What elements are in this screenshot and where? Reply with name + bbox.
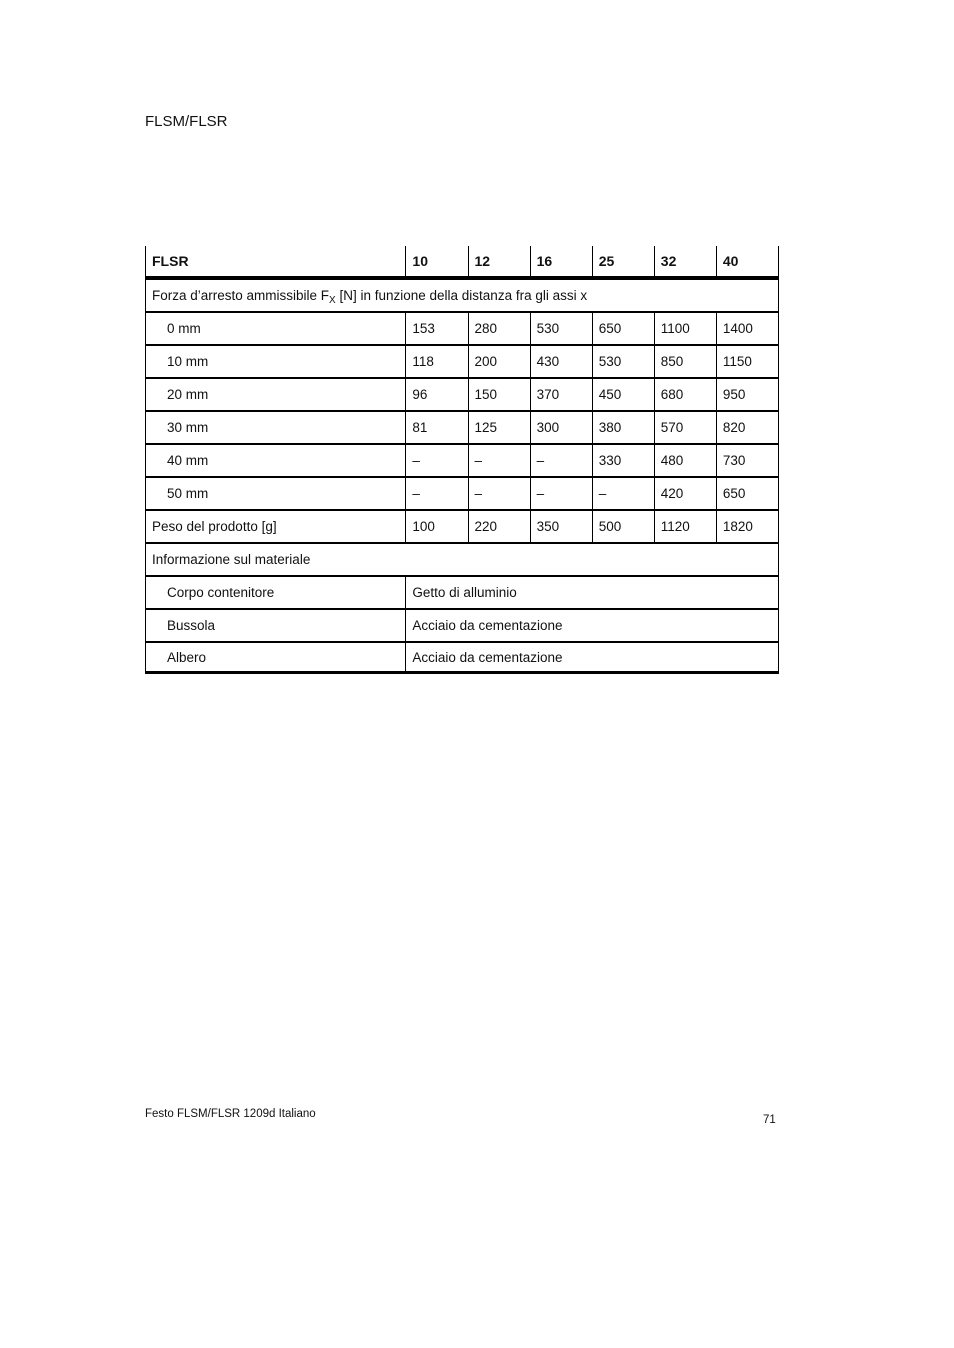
row-label: 30 mm <box>146 411 406 444</box>
row-label: Corpo contenitore <box>146 576 406 609</box>
section-row-force <box>146 278 779 312</box>
table-row <box>146 378 779 411</box>
weight-row <box>146 510 779 543</box>
force-label-suffix: [N] in funzione della distanza fra gli assi x <box>335 288 588 303</box>
row-label: Bussola <box>146 609 406 642</box>
header-cell-product: FLSR <box>146 246 406 278</box>
section-label-force <box>146 278 779 312</box>
table-cell: 220 <box>468 510 530 543</box>
force-label-subscript: X <box>329 295 336 306</box>
table-cell: 153 <box>406 312 468 345</box>
row-label: 50 mm <box>146 477 406 510</box>
header-cell-size: 16 <box>530 246 592 278</box>
table-cell: 280 <box>468 312 530 345</box>
table-cell: 1150 <box>716 345 778 378</box>
table-cell: – <box>592 477 654 510</box>
table-cell: 150 <box>468 378 530 411</box>
table-cell: 450 <box>592 378 654 411</box>
header-cell-size: 10 <box>406 246 468 278</box>
table-cell: 350 <box>530 510 592 543</box>
table-cell: 1820 <box>716 510 778 543</box>
footer-document-id: Festo FLSM/FLSR 1209d Italiano <box>145 1108 316 1120</box>
section-row-material <box>146 543 779 576</box>
material-value: Acciaio da cementazione <box>406 609 779 642</box>
table-cell: 530 <box>530 312 592 345</box>
table-cell: 330 <box>592 444 654 477</box>
table-cell: 650 <box>716 477 778 510</box>
table-cell: 300 <box>530 411 592 444</box>
table-cell: 125 <box>468 411 530 444</box>
table-cell: 100 <box>406 510 468 543</box>
table-cell: – <box>530 444 592 477</box>
spec-table <box>145 246 779 674</box>
table-cell: 118 <box>406 345 468 378</box>
table-cell: 680 <box>654 378 716 411</box>
header-cell-size: 25 <box>592 246 654 278</box>
table-cell: 530 <box>592 345 654 378</box>
table-cell: – <box>468 444 530 477</box>
table-cell: 96 <box>406 378 468 411</box>
row-label: 40 mm <box>146 444 406 477</box>
table-cell: 730 <box>716 444 778 477</box>
table-cell: 820 <box>716 411 778 444</box>
table-cell: 500 <box>592 510 654 543</box>
table-cell: 370 <box>530 378 592 411</box>
row-label: Peso del prodotto [g] <box>146 510 406 543</box>
header-cell-size: 40 <box>716 246 778 278</box>
table-cell: 1120 <box>654 510 716 543</box>
material-row <box>146 642 779 673</box>
footer-page-number: 71 <box>763 1114 776 1126</box>
force-label-prefix: Forza d’arresto ammissibile F <box>152 288 330 303</box>
row-label: 0 mm <box>146 312 406 345</box>
table-cell: 480 <box>654 444 716 477</box>
table-cell: – <box>530 477 592 510</box>
header-cell-size: 12 <box>468 246 530 278</box>
table-row <box>146 477 779 510</box>
table-header-row <box>146 246 779 278</box>
row-label: Albero <box>146 642 406 673</box>
row-label: 20 mm <box>146 378 406 411</box>
table-cell: 1400 <box>716 312 778 345</box>
material-row <box>146 609 779 642</box>
table-cell: 950 <box>716 378 778 411</box>
table-cell: 380 <box>592 411 654 444</box>
header-cell-size: 32 <box>654 246 716 278</box>
table-cell: 81 <box>406 411 468 444</box>
table-cell: 430 <box>530 345 592 378</box>
material-value: Getto di alluminio <box>406 576 779 609</box>
table-cell: 420 <box>654 477 716 510</box>
table-cell: 200 <box>468 345 530 378</box>
material-row <box>146 576 779 609</box>
table-cell: – <box>406 477 468 510</box>
table-row <box>146 411 779 444</box>
table-cell: – <box>406 444 468 477</box>
table-row <box>146 444 779 477</box>
material-value: Acciaio da cementazione <box>406 642 779 673</box>
section-label-material: Informazione sul materiale <box>146 543 779 576</box>
table-row <box>146 345 779 378</box>
table-cell: 1100 <box>654 312 716 345</box>
table-row <box>146 312 779 345</box>
table-cell: 850 <box>654 345 716 378</box>
table-cell: – <box>468 477 530 510</box>
table-cell: 650 <box>592 312 654 345</box>
page-header-title: FLSM/FLSR <box>145 113 228 130</box>
table-cell: 570 <box>654 411 716 444</box>
row-label: 10 mm <box>146 345 406 378</box>
